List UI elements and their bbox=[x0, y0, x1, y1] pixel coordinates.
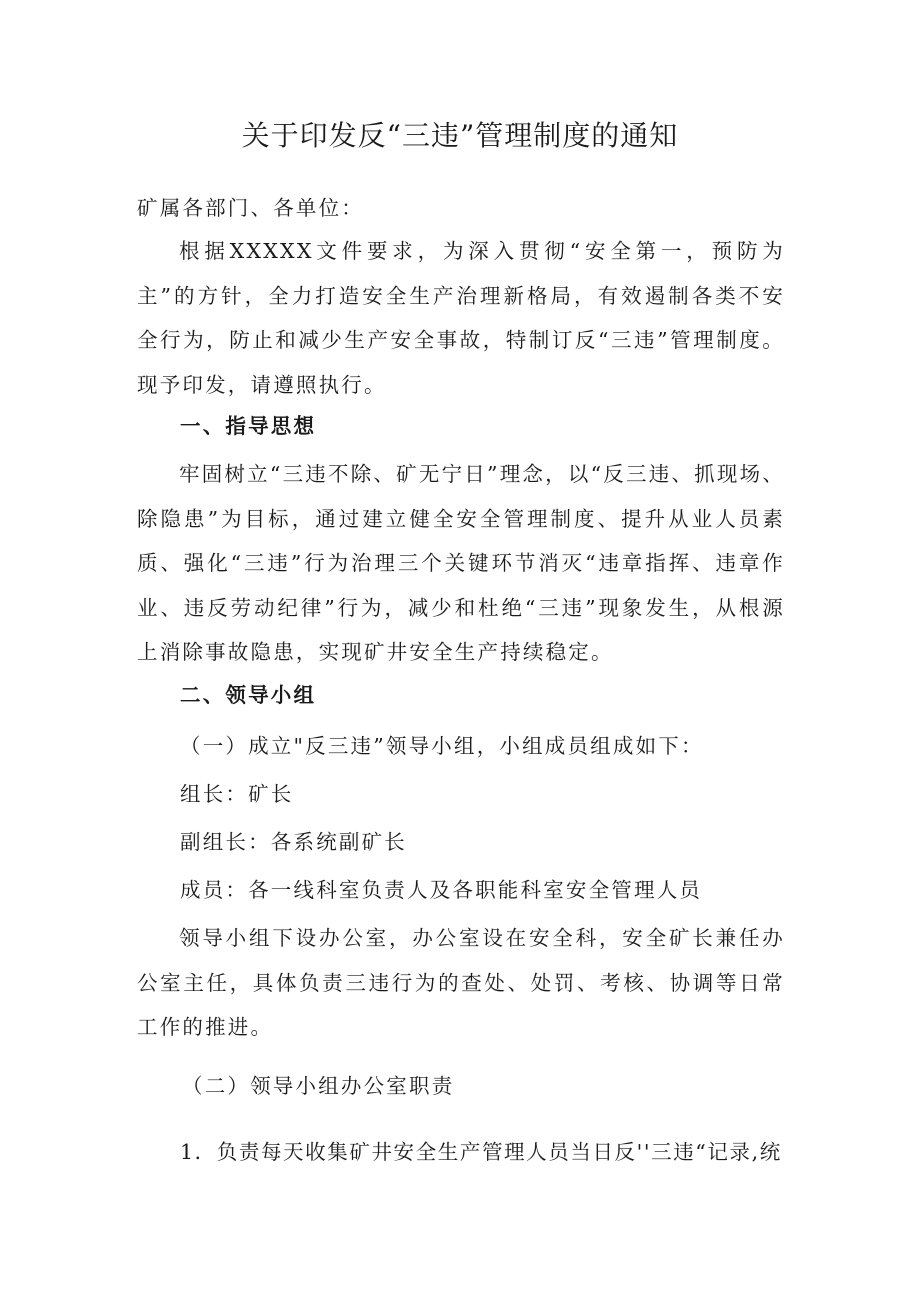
guiding-thought-paragraph: 牢固树立“三违不除、矿无宁日”理念，以“反三违、抓现场、除隐患”为目标，通过建立健全安全管理制度、提升从业人员素质、强化“三违”行为治理三个关键环节消灭“违章指挥、违章作业、违反劳动纪律”行为，减少和杜绝“三违”现象发生，从根源上消除事故隐患，实现矿井安全生产持续稳定。 bbox=[137, 462, 785, 664]
deputy-leader-line: 副组长：各系统副矿长 bbox=[180, 830, 407, 854]
office-paragraph: 领导小组下设办公室，办公室设在安全科，安全矿长兼任办公室主任，具体负责三违行为的查处、处罚、考核、协调等日常工作的推进。 bbox=[137, 926, 785, 1039]
duty-item-1: 1．负责每天收集矿井安全生产管理人员当日反''三违“记录,统 bbox=[180, 1140, 782, 1164]
document-title: 关于印发反“三违”管理制度的通知 bbox=[241, 119, 679, 152]
members-line: 成员：各一线科室负责人及各职能科室安全管理人员 bbox=[180, 878, 703, 902]
group-leader-line: 组长：矿长 bbox=[180, 782, 294, 806]
section-heading-guiding-thought: 一、指导思想 bbox=[180, 414, 317, 438]
section-heading-leading-group: 二、领导小组 bbox=[180, 683, 317, 707]
subsection-establish-group: （一）成立"反三违”领导小组，小组成员组成如下： bbox=[180, 734, 704, 758]
salutation: 矿属各部门、各单位： bbox=[137, 196, 364, 220]
intro-paragraph: 根据XXXXX文件要求，为深入贯彻“安全第一，预防为主”的方针，全力打造安全生产治理新格局，有效遏制各类不安全行为，防止和减少生产安全事故，特制订反“三违”管理制度。现予印发，请遵照执行。 bbox=[137, 239, 785, 397]
subsection-office-duties: （二）领导小组办公室职责 bbox=[182, 1074, 455, 1098]
